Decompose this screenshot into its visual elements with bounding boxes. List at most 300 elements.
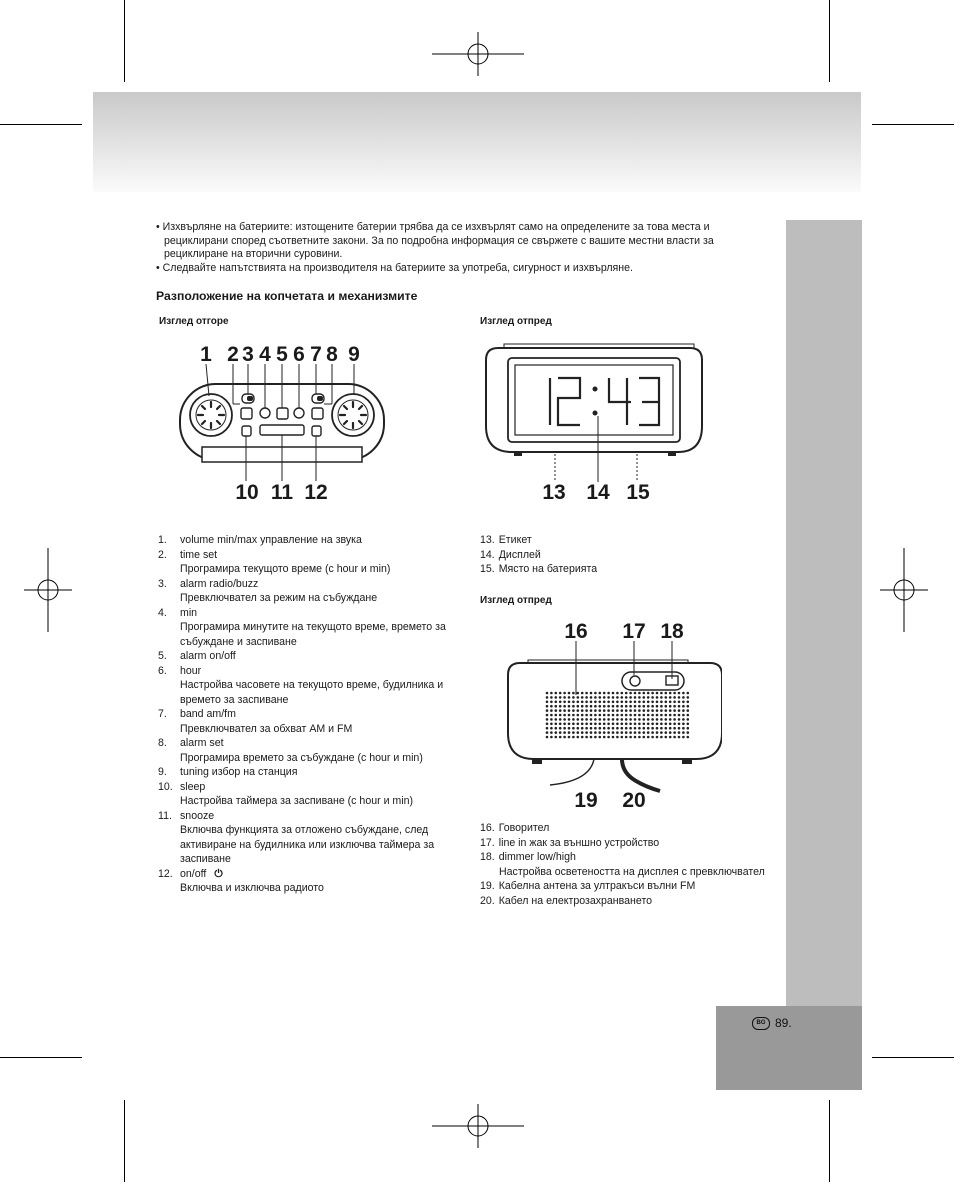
- grille-hole: [625, 727, 628, 730]
- figure-front-view: [478, 336, 710, 506]
- grille-hole: [678, 723, 681, 726]
- control-item: [158, 765, 458, 780]
- grille-hole: [572, 718, 575, 721]
- callout-15: 15: [626, 481, 650, 504]
- grille-hole: [585, 731, 588, 734]
- item-number: 8.: [158, 737, 167, 749]
- grille-hole: [669, 718, 672, 721]
- grille-hole: [603, 705, 606, 708]
- item-name: hour: [180, 664, 202, 677]
- grille-hole: [665, 714, 668, 717]
- grille-hole: [634, 718, 637, 721]
- grille-hole: [682, 718, 685, 721]
- grille-hole: [629, 709, 632, 712]
- grille-hole: [599, 714, 602, 717]
- grille-hole: [559, 718, 562, 721]
- grille-hole: [665, 727, 668, 730]
- grille-hole: [651, 723, 654, 726]
- grille-hole: [656, 723, 659, 726]
- grille-hole: [568, 718, 571, 721]
- grille-hole: [665, 736, 668, 739]
- grille-hole: [682, 705, 685, 708]
- grille-hole: [590, 723, 593, 726]
- grille-hole: [634, 731, 637, 734]
- grille-hole: [581, 705, 584, 708]
- grille-hole: [572, 701, 575, 704]
- grille-hole: [682, 723, 685, 726]
- grille-hole: [599, 701, 602, 704]
- callout-20: 20: [622, 789, 646, 811]
- crop-mark: [829, 0, 830, 82]
- grille-hole: [678, 727, 681, 730]
- item-name: alarm set: [180, 737, 224, 749]
- grille-hole: [643, 731, 646, 734]
- front-part-item: [480, 533, 780, 548]
- controls-list-back-view: [480, 821, 780, 908]
- grille-hole: [559, 705, 562, 708]
- grille-hole: [555, 701, 558, 704]
- grille-hole: [638, 714, 641, 717]
- grille-hole: [621, 714, 624, 717]
- grille-hole: [673, 727, 676, 730]
- grille-hole: [647, 701, 650, 704]
- grille-hole: [656, 696, 659, 699]
- grille-hole: [594, 701, 597, 704]
- grille-hole: [581, 692, 584, 695]
- grille-hole: [568, 705, 571, 708]
- item-number: 3.: [158, 577, 167, 590]
- item-number: 10.: [158, 780, 173, 793]
- grille-hole: [603, 696, 606, 699]
- item-number: 15.: [480, 563, 495, 575]
- item-number: 9.: [158, 766, 167, 778]
- grille-hole: [660, 718, 663, 721]
- control-item: [158, 533, 458, 548]
- grille-hole: [612, 714, 615, 717]
- grille-hole: [660, 736, 663, 739]
- grille-hole: [555, 727, 558, 730]
- grille-hole: [656, 714, 659, 717]
- item-description: Настройва осветеността на дисплея с превключвател: [499, 865, 765, 878]
- grille-hole: [625, 723, 628, 726]
- grille-hole: [625, 692, 628, 695]
- item-number: 14.: [480, 548, 495, 561]
- grille-hole: [577, 701, 580, 704]
- grille-hole: [638, 731, 641, 734]
- grille-hole: [638, 723, 641, 726]
- grille-hole: [585, 692, 588, 695]
- grille-hole: [577, 731, 580, 734]
- grille-hole: [651, 692, 654, 695]
- grille-hole: [546, 723, 549, 726]
- callout-5: 5: [276, 343, 288, 366]
- grille-hole: [555, 731, 558, 734]
- grille-hole: [687, 736, 690, 739]
- grille-hole: [643, 718, 646, 721]
- bullet-item: • Изхвърляне на батериите: изтощените батерии трябва да се изхвърлят само на определените за това места и рециклирани според съответните закони. За по подробна информация се свържете с вашите местни власти за рециклиране на вторични суровини.: [156, 221, 714, 260]
- grille-hole: [669, 731, 672, 734]
- crop-mark: [0, 1057, 82, 1058]
- grille-hole: [651, 731, 654, 734]
- view-label-back: Изглед отпред: [480, 595, 552, 606]
- grille-hole: [673, 701, 676, 704]
- item-name: Етикет: [498, 534, 532, 546]
- grille-hole: [572, 696, 575, 699]
- grille-hole: [546, 718, 549, 721]
- grille-hole: [651, 718, 654, 721]
- grille-hole: [585, 718, 588, 721]
- grille-hole: [673, 736, 676, 739]
- grille-hole: [687, 723, 690, 726]
- grille-hole: [607, 718, 610, 721]
- grille-hole: [660, 696, 663, 699]
- grille-hole: [629, 718, 632, 721]
- callout-12: 12: [304, 481, 328, 504]
- grille-hole: [660, 731, 663, 734]
- language-badge: BG: [752, 1017, 770, 1030]
- item-name: snooze: [180, 809, 215, 822]
- grille-hole: [621, 723, 624, 726]
- grille-hole: [603, 736, 606, 739]
- grille-hole: [572, 714, 575, 717]
- grille-hole: [603, 731, 606, 734]
- callout-14: 14: [586, 481, 610, 504]
- grille-hole: [612, 701, 615, 704]
- grille-hole: [612, 692, 615, 695]
- grille-hole: [581, 709, 584, 712]
- grille-hole: [585, 696, 588, 699]
- grille-hole: [638, 718, 641, 721]
- grille-hole: [625, 709, 628, 712]
- item-number: 17.: [480, 836, 495, 849]
- callout-19: 19: [574, 789, 598, 811]
- grille-hole: [682, 727, 685, 730]
- grille-hole: [590, 718, 593, 721]
- grille-hole: [678, 714, 681, 717]
- callout-2: 2: [227, 343, 239, 366]
- grille-hole: [682, 692, 685, 695]
- grille-hole: [682, 696, 685, 699]
- grille-hole: [607, 736, 610, 739]
- grille-hole: [607, 701, 610, 704]
- callout-10: 10: [235, 481, 259, 504]
- item-name: alarm on/off: [180, 650, 236, 662]
- grille-hole: [665, 723, 668, 726]
- section-title: Разположение на копчетата и механизмите: [156, 289, 418, 303]
- control-item: [158, 809, 458, 867]
- grille-hole: [577, 692, 580, 695]
- grille-hole: [563, 696, 566, 699]
- item-description: Превключвател за режим на събуждане: [180, 592, 378, 604]
- grille-hole: [638, 701, 641, 704]
- bullet-list: [156, 221, 756, 275]
- grille-hole: [563, 727, 566, 730]
- grille-hole: [625, 701, 628, 704]
- item-number: 20.: [480, 894, 495, 907]
- grille-hole: [660, 701, 663, 704]
- front-part-item: [480, 548, 780, 563]
- grille-hole: [612, 705, 615, 708]
- grille-hole: [638, 709, 641, 712]
- grille-hole: [638, 696, 641, 699]
- grille-hole: [656, 718, 659, 721]
- grille-hole: [629, 727, 632, 730]
- grille-hole: [594, 705, 597, 708]
- grille-hole: [669, 723, 672, 726]
- grille-hole: [678, 701, 681, 704]
- item-number: 16.: [480, 822, 495, 834]
- grille-hole: [638, 705, 641, 708]
- grille-hole: [607, 705, 610, 708]
- controls-list-front-view: [480, 533, 780, 577]
- item-number: 5.: [158, 650, 167, 662]
- grille-hole: [687, 727, 690, 730]
- grille-hole: [550, 701, 553, 704]
- grille-hole: [590, 692, 593, 695]
- grille-hole: [594, 723, 597, 726]
- grille-hole: [550, 696, 553, 699]
- grille-hole: [687, 701, 690, 704]
- grille-hole: [625, 705, 628, 708]
- grille-hole: [585, 705, 588, 708]
- grille-hole: [616, 718, 619, 721]
- view-label-top: Изглед отгоре: [159, 316, 229, 327]
- item-description: Програмира времето за събуждане (с hour и min): [180, 751, 423, 764]
- grille-hole: [634, 705, 637, 708]
- grille-hole: [678, 696, 681, 699]
- control-item: [158, 707, 458, 736]
- grille-hole: [643, 692, 646, 695]
- grille-hole: [550, 718, 553, 721]
- grille-hole: [656, 701, 659, 704]
- grille-hole: [634, 692, 637, 695]
- grille-hole: [643, 696, 646, 699]
- grille-hole: [687, 709, 690, 712]
- grille-hole: [682, 736, 685, 739]
- grille-hole: [599, 692, 602, 695]
- crop-mark: [829, 1100, 830, 1182]
- callout-13: 13: [542, 481, 566, 504]
- grille-hole: [629, 701, 632, 704]
- item-description: Включва и изключва радиото: [180, 882, 324, 894]
- grille-hole: [563, 736, 566, 739]
- grille-hole: [590, 696, 593, 699]
- grille-hole: [603, 718, 606, 721]
- grille-hole: [568, 736, 571, 739]
- grille-hole: [555, 723, 558, 726]
- control-item: [158, 577, 458, 606]
- grille-hole: [581, 731, 584, 734]
- grille-hole: [643, 714, 646, 717]
- grille-hole: [647, 705, 650, 708]
- grille-hole: [612, 718, 615, 721]
- item-name: Говорител: [498, 822, 550, 834]
- grille-hole: [660, 705, 663, 708]
- grille-hole: [603, 714, 606, 717]
- item-name: Място на батерията: [498, 563, 598, 575]
- grille-hole: [590, 709, 593, 712]
- item-number: 7.: [158, 708, 167, 720]
- grille-hole: [673, 714, 676, 717]
- grille-hole: [585, 709, 588, 712]
- grille-hole: [559, 723, 562, 726]
- grille-hole: [546, 731, 549, 734]
- item-name: line in жак за външно устройство: [498, 836, 660, 849]
- page-number-text: 89.: [775, 1016, 792, 1030]
- sidebar-band: [786, 220, 862, 1006]
- item-name: Кабел на електрозахранването: [498, 894, 653, 907]
- registration-mark-top: [432, 32, 524, 82]
- grille-hole: [546, 709, 549, 712]
- grille-hole: [594, 692, 597, 695]
- callout-4: 4: [259, 343, 271, 366]
- grille-hole: [568, 714, 571, 717]
- grille-hole: [563, 731, 566, 734]
- grille-hole: [682, 731, 685, 734]
- grille-hole: [629, 705, 632, 708]
- grille-hole: [555, 736, 558, 739]
- grille-hole: [629, 696, 632, 699]
- grille-hole: [625, 718, 628, 721]
- grille-hole: [563, 714, 566, 717]
- grille-hole: [581, 701, 584, 704]
- grille-hole: [665, 705, 668, 708]
- grille-hole: [687, 718, 690, 721]
- item-number: 18.: [480, 851, 495, 863]
- grille-hole: [625, 736, 628, 739]
- grille-hole: [687, 705, 690, 708]
- grille-hole: [634, 714, 637, 717]
- grille-hole: [665, 701, 668, 704]
- callout-17: 17: [622, 620, 646, 643]
- grille-hole: [678, 736, 681, 739]
- grille-hole: [678, 731, 681, 734]
- grille-hole: [585, 714, 588, 717]
- item-name: sleep: [180, 780, 206, 793]
- crop-mark: [124, 0, 125, 82]
- grille-hole: [656, 692, 659, 695]
- page-number: [752, 1016, 792, 1030]
- grille-hole: [621, 692, 624, 695]
- grille-hole: [590, 731, 593, 734]
- grille-hole: [669, 727, 672, 730]
- grille-hole: [563, 705, 566, 708]
- item-name: on/off: [180, 867, 207, 880]
- header-band: [93, 92, 861, 192]
- grille-hole: [651, 727, 654, 730]
- grille-hole: [678, 692, 681, 695]
- grille-hole: [577, 696, 580, 699]
- grille-hole: [550, 736, 553, 739]
- grille-hole: [643, 709, 646, 712]
- grille-hole: [599, 696, 602, 699]
- grille-hole: [563, 718, 566, 721]
- view-label-front: Изглед отпред: [480, 316, 552, 327]
- grille-hole: [590, 736, 593, 739]
- grille-hole: [599, 709, 602, 712]
- grille-hole: [603, 692, 606, 695]
- callout-16: 16: [564, 620, 588, 643]
- grille-hole: [599, 718, 602, 721]
- grille-hole: [603, 709, 606, 712]
- crop-mark: [872, 1057, 954, 1058]
- crop-mark: [872, 124, 954, 125]
- item-number: 1.: [158, 534, 167, 546]
- grille-hole: [638, 692, 641, 695]
- grille-hole: [590, 714, 593, 717]
- grille-hole: [572, 736, 575, 739]
- grille-hole: [643, 705, 646, 708]
- grille-hole: [555, 714, 558, 717]
- grille-hole: [607, 723, 610, 726]
- figure-top-view: [176, 338, 388, 506]
- grille-hole: [638, 736, 641, 739]
- grille-hole: [568, 709, 571, 712]
- item-description: Превключвател за обхват AM и FM: [180, 722, 353, 735]
- grille-hole: [581, 696, 584, 699]
- grille-hole: [629, 736, 632, 739]
- grille-hole: [634, 696, 637, 699]
- grille-hole: [621, 727, 624, 730]
- grille-hole: [660, 727, 663, 730]
- grille-hole: [669, 701, 672, 704]
- grille-hole: [577, 709, 580, 712]
- control-item: [158, 606, 458, 650]
- grille-hole: [678, 705, 681, 708]
- grille-hole: [577, 714, 580, 717]
- registration-mark-bottom: [432, 1104, 524, 1154]
- grille-hole: [581, 718, 584, 721]
- grille-hole: [625, 731, 628, 734]
- grille-hole: [673, 718, 676, 721]
- grille-hole: [572, 723, 575, 726]
- grille-hole: [581, 727, 584, 730]
- crop-mark: [0, 124, 82, 125]
- registration-mark-right: [880, 548, 930, 632]
- grille-hole: [647, 736, 650, 739]
- grille-hole: [559, 727, 562, 730]
- grille-hole: [612, 709, 615, 712]
- callout-7: 7: [310, 343, 322, 366]
- grille-hole: [647, 696, 650, 699]
- grille-hole: [669, 696, 672, 699]
- grille-hole: [581, 723, 584, 726]
- grille-hole: [621, 701, 624, 704]
- grille-hole: [585, 727, 588, 730]
- grille-hole: [625, 696, 628, 699]
- item-name: band am/fm: [180, 708, 236, 720]
- grille-hole: [585, 736, 588, 739]
- grille-hole: [651, 705, 654, 708]
- grille-hole: [621, 718, 624, 721]
- grille-hole: [572, 709, 575, 712]
- grille-hole: [678, 709, 681, 712]
- grille-hole: [634, 736, 637, 739]
- grille-hole: [647, 718, 650, 721]
- grille-hole: [572, 727, 575, 730]
- grille-hole: [634, 723, 637, 726]
- grille-hole: [643, 736, 646, 739]
- grille-hole: [590, 705, 593, 708]
- grille-hole: [555, 718, 558, 721]
- grille-hole: [665, 709, 668, 712]
- grille-hole: [568, 731, 571, 734]
- grille-hole: [616, 696, 619, 699]
- grille-hole: [594, 736, 597, 739]
- grille-hole: [643, 701, 646, 704]
- back-part-item: [480, 850, 780, 879]
- grille-hole: [585, 723, 588, 726]
